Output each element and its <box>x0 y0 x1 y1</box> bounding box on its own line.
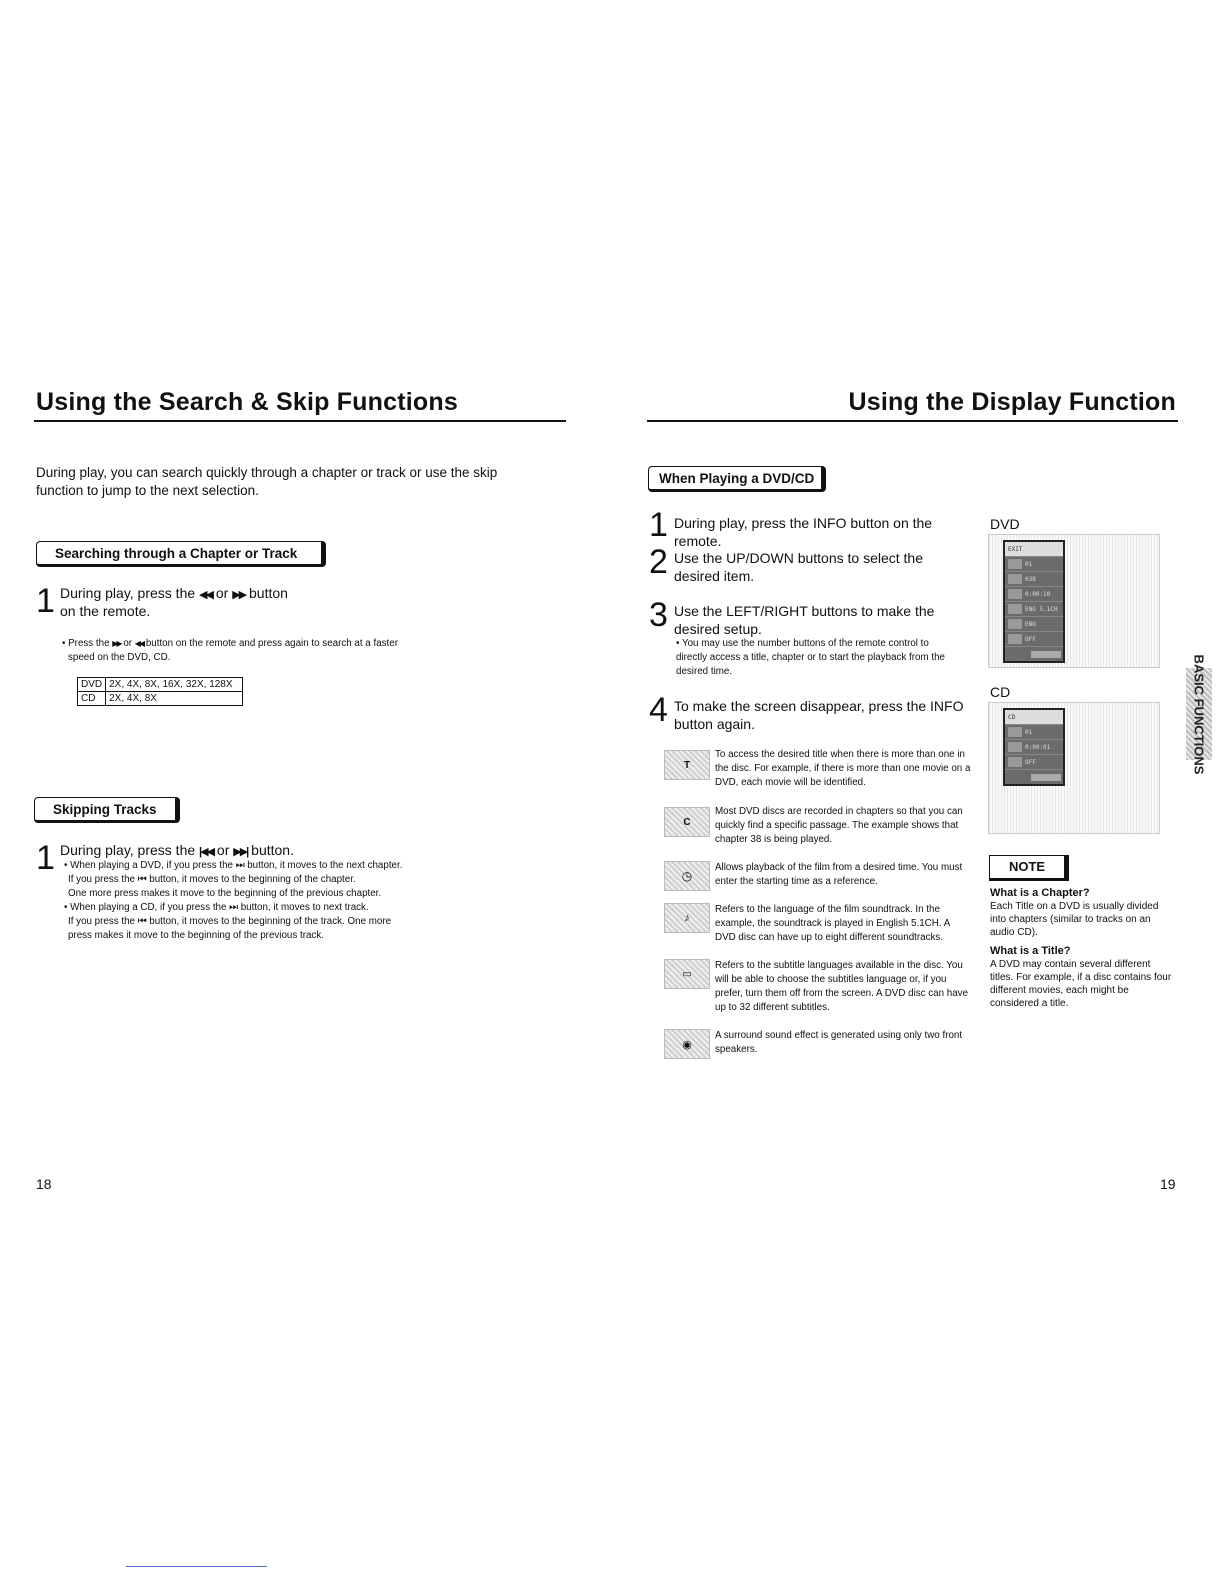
skip-notes <box>64 859 464 943</box>
menu-label: OFF <box>1025 635 1036 643</box>
search-step-pre: During play, press the <box>60 585 196 601</box>
function-text: A surround sound effect is generated using only two front speakers. <box>715 1030 963 1055</box>
audio-icon: ♪ <box>664 903 710 933</box>
search-step-post: button <box>249 585 288 601</box>
display-step-text: To make the screen disappear, press the INFO button again. <box>674 698 964 732</box>
display-step-text: Use the UP/DOWN buttons to select the desired item. <box>674 550 923 584</box>
function-text: Refers to the subtitle languages available in the disc. You will be able to choose the subtitles language or, if you prefer, turn them off from the screen. A DVD disc can have up to 32 different subtitles. <box>715 960 969 1013</box>
search-step-number: 1 <box>36 582 55 620</box>
surround-icon: ◉ <box>664 1029 710 1059</box>
cd-label: CD <box>990 684 1011 700</box>
menu-row <box>1005 755 1063 770</box>
menu-row <box>1005 542 1063 557</box>
menu-row <box>1005 587 1063 602</box>
note-answer: Each Title on a DVD is usually divided into chapters (similar to tracks on an audio CD). <box>990 901 1159 938</box>
table-cell-disc: DVD <box>78 678 106 692</box>
skip-step-or: or <box>216 842 230 858</box>
footer-link-line <box>126 1566 267 1567</box>
cd-display-screenshot <box>988 702 1160 834</box>
left-intro: During play, you can search quickly through a chapter or track or use the skip function to jump to the next selection. <box>36 465 498 498</box>
dvd-cd-section-heading: When Playing a DVD/CD <box>648 466 826 492</box>
right-title-rule <box>647 420 1178 422</box>
title-icon <box>1008 559 1022 569</box>
chapter-icon: C <box>664 807 710 837</box>
left-page-number: 18 <box>36 1176 52 1192</box>
skip-forward-icon: ▶▶| <box>233 846 248 858</box>
display-step-text: During play, press the INFO button on the remote. <box>674 515 933 549</box>
display-step-text: Use the LEFT/RIGHT buttons to make the desired setup. <box>674 603 935 637</box>
menu-label: 038 <box>1025 575 1036 583</box>
function-text: Refers to the language of the film soundtrack. In the example, the soundtrack is played in English 5.1CH. A DVD disc can have up to eight different soundtracks. <box>715 904 950 943</box>
right-page-title: Using the Display Function <box>848 388 1176 416</box>
note-answer: A DVD may contain several different titles. For example, if a disc contains four different movies, each might be considered a title. <box>990 959 1172 1009</box>
skip-step-number: 1 <box>36 839 55 877</box>
time-icon <box>1008 742 1022 752</box>
basic-functions-side-tab <box>1186 654 1212 774</box>
display-step-number: 4 <box>649 691 668 729</box>
menu-row <box>1005 602 1063 617</box>
note-label: NOTE <box>989 855 1069 881</box>
skip-note-line: • When playing a DVD, if you press the ⏭ button, it moves to the next chapter. <box>64 860 403 871</box>
menu-row <box>1005 647 1063 661</box>
menu-label: 0:00:10 <box>1025 590 1051 598</box>
menu-label: CD <box>1008 713 1016 721</box>
skip-step-pre: During play, press the <box>60 842 196 858</box>
menu-label: 0:00:01 <box>1025 743 1051 751</box>
subtitle-icon: ▭ <box>664 959 710 989</box>
time-icon: ◷ <box>664 861 710 891</box>
menu-row <box>1005 710 1063 725</box>
table-cell-speeds: 2X, 4X, 8X, 16X, 32X, 128X <box>106 678 243 692</box>
enter-icon <box>1031 774 1061 781</box>
rewind-icon: ◀◀ <box>134 639 144 648</box>
menu-label: ENG <box>1025 620 1036 628</box>
dvd-display-screenshot <box>988 534 1160 668</box>
display-step-number: 2 <box>649 543 668 581</box>
side-tab-label: BASIC FUNCTIONS <box>1191 654 1207 774</box>
table-cell-speeds: 2X, 4X, 8X <box>106 692 243 706</box>
time-icon <box>1008 589 1022 599</box>
menu-row <box>1005 572 1063 587</box>
chapter-icon <box>1008 574 1022 584</box>
search-speed-table <box>77 677 243 706</box>
skip-back-icon: |◀◀ <box>199 846 214 858</box>
search-note-post: button on the remote and press again to search at a faster <box>145 638 398 649</box>
function-text: Allows playback of the film from a desired time. You must enter the starting time as a reference. <box>715 862 963 887</box>
skip-note-line: press makes it move to the beginning of the previous track. <box>68 930 324 941</box>
skip-note-line: If you press the ⏮ button, it moves to the beginning of the chapter. <box>68 874 356 885</box>
dvd-label: DVD <box>990 516 1020 532</box>
menu-label: EXIT <box>1008 545 1023 553</box>
title-icon: T <box>664 750 710 780</box>
skip-section-heading: Skipping Tracks <box>34 797 180 823</box>
menu-label: ENG 5.1CH <box>1025 605 1058 613</box>
skip-step-line1 <box>60 841 294 861</box>
search-note-line1 <box>62 637 398 651</box>
search-note-or: or <box>123 638 133 649</box>
note-question: What is a Chapter? <box>990 887 1090 899</box>
menu-row <box>1005 770 1063 784</box>
surround-icon <box>1008 757 1022 767</box>
menu-label: 01 <box>1025 560 1033 568</box>
menu-label: OFF <box>1025 758 1036 766</box>
note-content <box>990 887 1175 1010</box>
search-step-or: or <box>215 585 229 601</box>
table-cell-disc: CD <box>78 692 106 706</box>
menu-row <box>1005 740 1063 755</box>
skip-step-post: button. <box>251 842 294 858</box>
search-note-line2: speed on the DVD, CD. <box>68 652 171 663</box>
search-note-pre: • Press the <box>62 638 110 649</box>
function-text: To access the desired title when there is more than one in the disc. For example, if there is more than one movie on a DVD, each movie will be identified. <box>715 749 971 788</box>
subtitle-icon <box>1008 619 1022 629</box>
function-text: Most DVD discs are recorded in chapters so that you can quickly find a specific passage. The example shows that chapter 38 is being played. <box>715 806 963 845</box>
enter-icon <box>1031 651 1061 658</box>
left-title-rule <box>34 420 566 422</box>
search-step-line1 <box>60 584 288 604</box>
search-section-heading: Searching through a Chapter or Track <box>36 541 326 567</box>
cd-info-menu <box>1003 708 1065 786</box>
track-icon <box>1008 727 1022 737</box>
fast-forward-icon: ▶▶ <box>112 639 121 648</box>
menu-row <box>1005 557 1063 572</box>
fast-forward-icon: ▶▶ <box>232 589 246 601</box>
table-row <box>78 692 243 706</box>
menu-row <box>1005 632 1063 647</box>
skip-note-line: If you press the ⏮ button, it moves to the beginning of the track. One more <box>68 916 392 927</box>
display-step-number: 3 <box>649 596 668 634</box>
skip-note-line: • When playing a CD, if you press the ⏭ button, it moves to next track. <box>64 902 369 913</box>
right-page-number: 19 <box>1160 1176 1176 1192</box>
skip-note-line: One more press makes it move to the beginning of the previous chapter. <box>68 888 382 899</box>
table-row <box>78 678 243 692</box>
dvd-info-menu <box>1003 540 1065 663</box>
rewind-icon: ◀◀ <box>199 589 212 601</box>
left-page-title: Using the Search & Skip Functions <box>36 388 458 416</box>
menu-row <box>1005 725 1063 740</box>
audio-icon <box>1008 604 1022 614</box>
display-step-note: • You may use the number buttons of the remote control to directly access a title, chapter or to start the playback from the desired time. <box>676 638 945 677</box>
surround-icon <box>1008 634 1022 644</box>
search-step-line2: on the remote. <box>60 603 151 619</box>
display-step-number: 1 <box>649 506 668 544</box>
menu-row <box>1005 617 1063 632</box>
note-question: What is a Title? <box>990 945 1071 957</box>
menu-label: 01 <box>1025 728 1033 736</box>
